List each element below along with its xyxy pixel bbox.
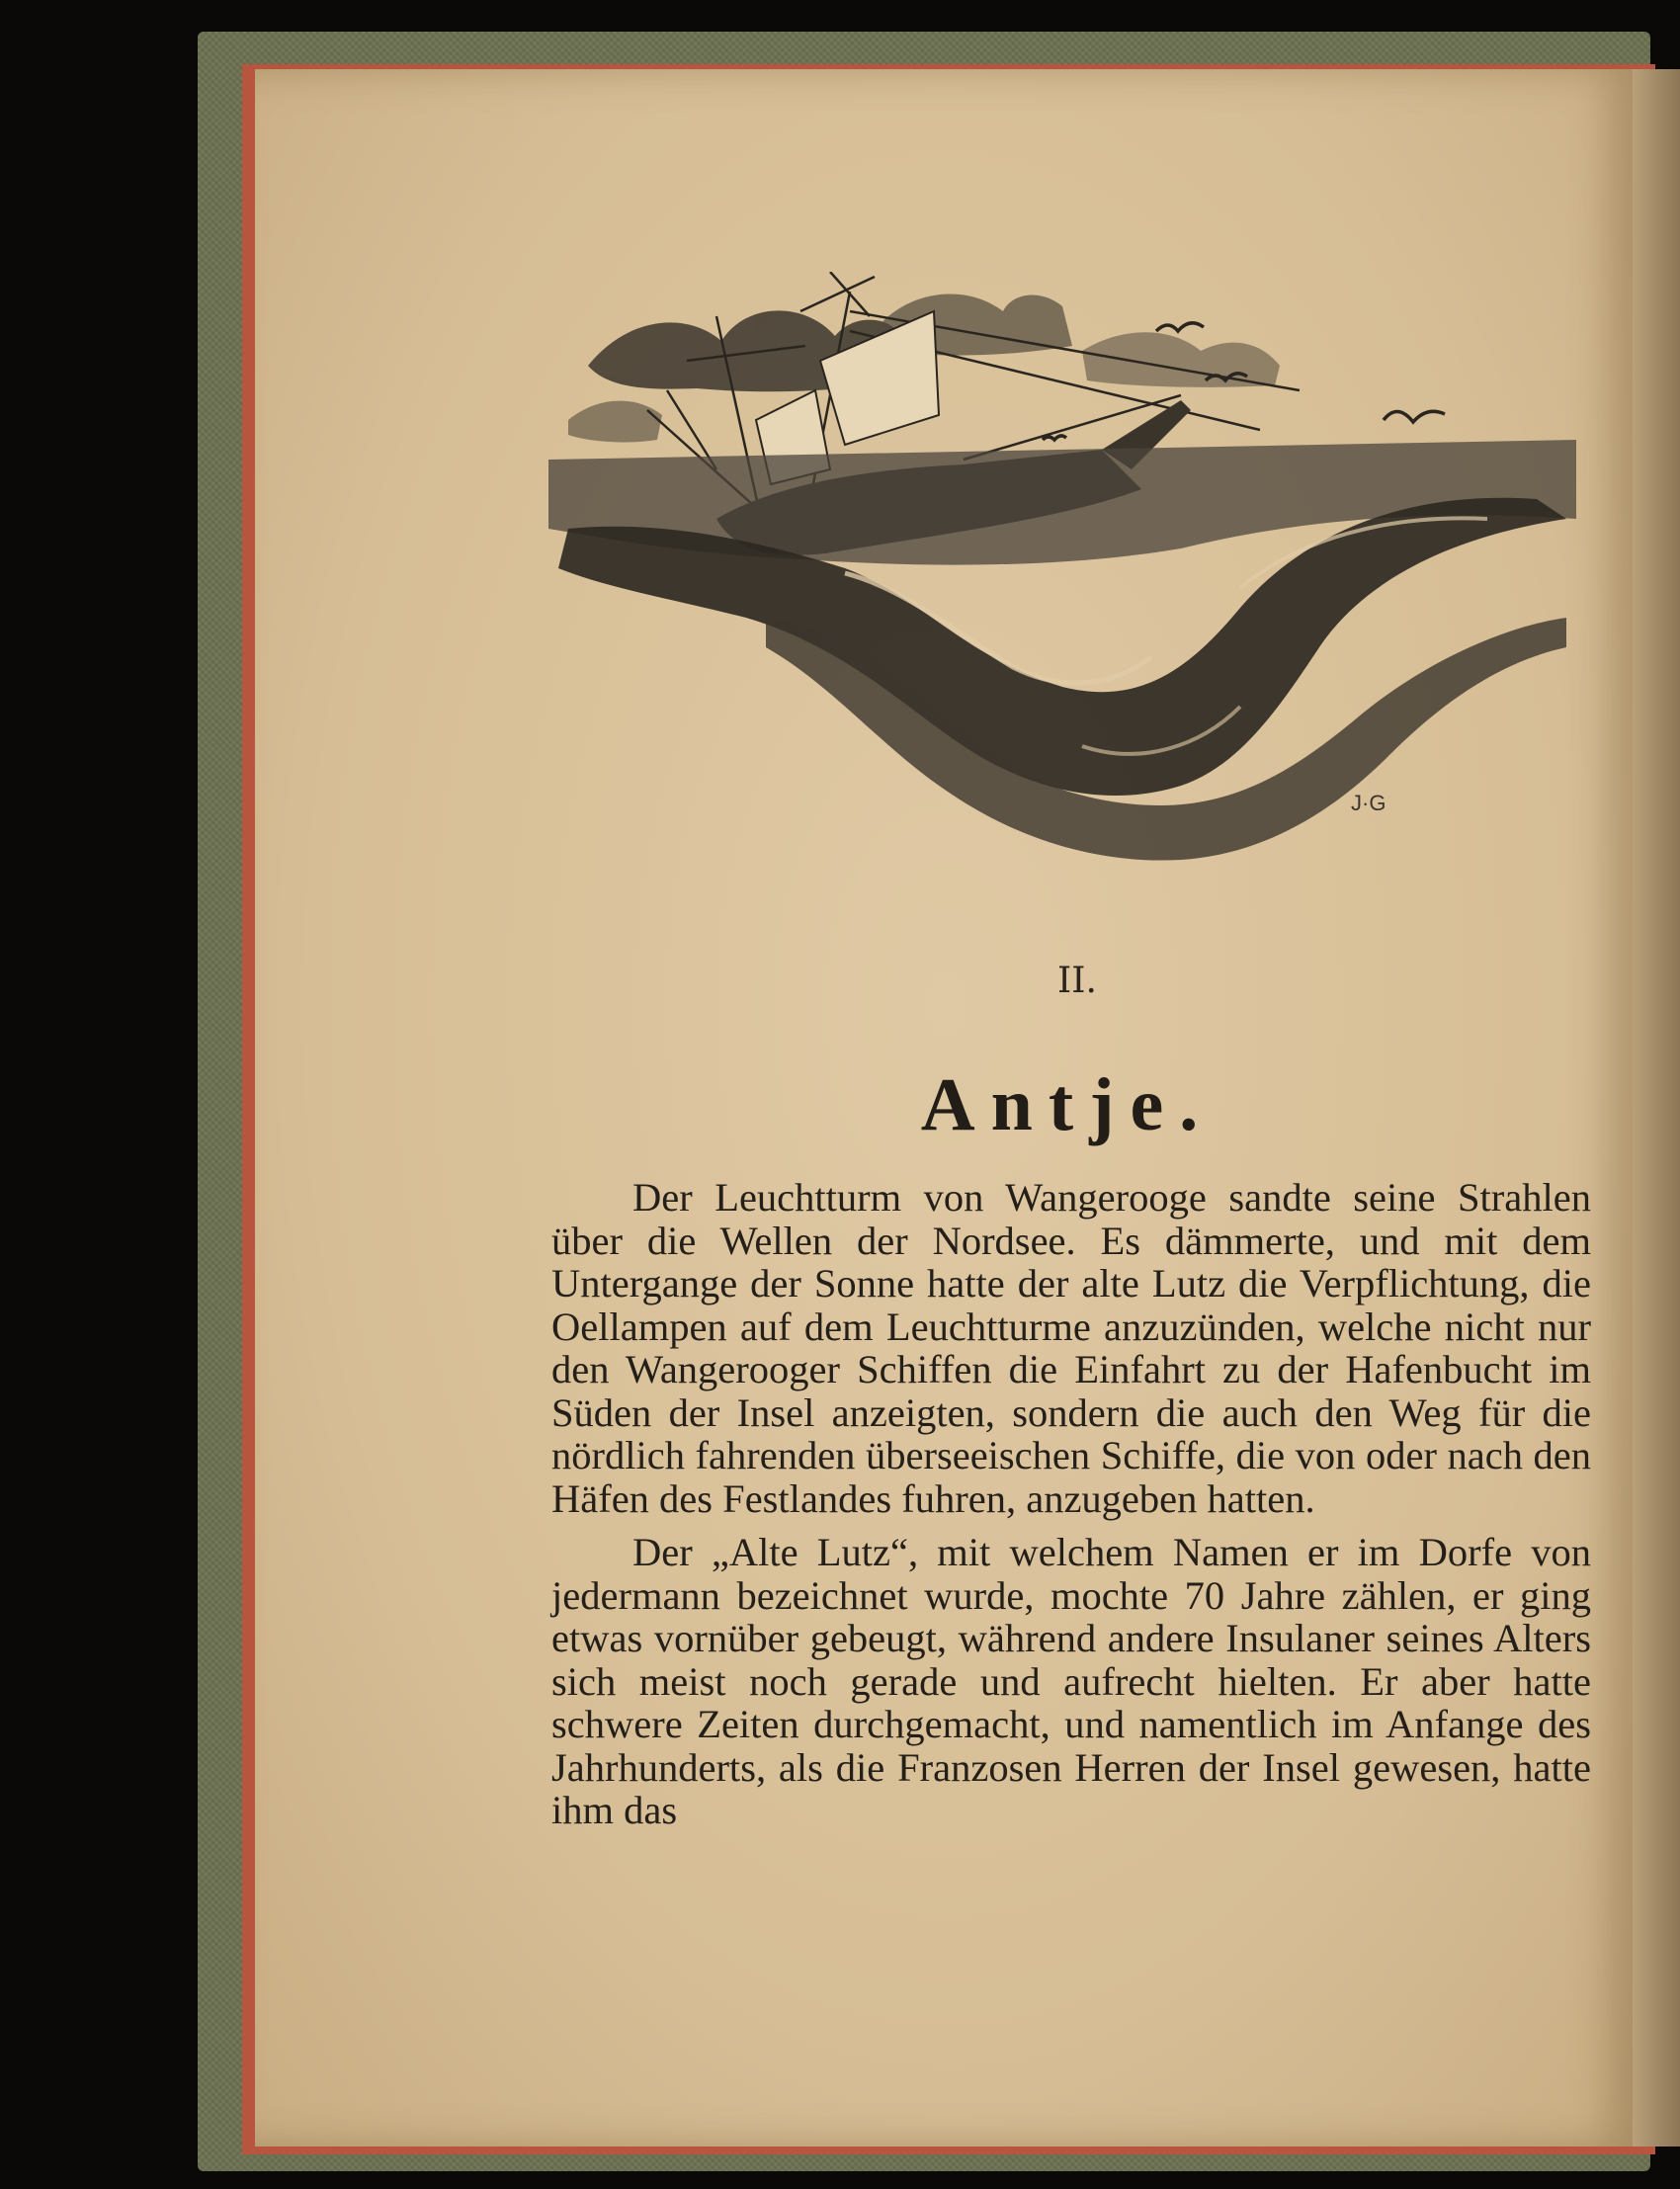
illustration-signature: J·G [1351,791,1386,815]
stormy-sea [548,440,1576,861]
shipwreck-engraving [548,272,1576,865]
shipwreck-illustration [548,272,1576,865]
chapter-title: Antje. [920,1063,1215,1146]
chapter-numeral: II. [1057,961,1097,1001]
paragraph-1: Der Leuchtturm von Wangerooge sandte seine Strahlen über die Wellen der Nordsee. Es dämmerte, und mit dem Untergange der Sonne hatte der alte Lutz die Verpflichtung, die Oellampen auf dem Leuchtturme anzuzünden, welche nicht nur den Wangerooger Schiffen die Einfahrt zu der Hafenbucht im Süden der Insel anzeigten, sondern die auch den Weg für die nördlich fahrenden überseeischen Schiffe, die von oder nach den Häfen des Festlandes fuhren, anzugeben hatten. [551,1175,1591,1521]
chapter-body [551,1176,1591,1832]
paragraph-2: Der „Alte Lutz“, mit welchem Namen er im Dorfe von jedermann bezeichnet wurde, mochte 70 Jahre zählen, er ging etwas vornüber gebeugt, während andere Insulaner seines Alters sich meist noch gerade und aufrecht hielten. Er aber hatte schwere Zeiten durchgemacht, und namentlich im Anfange des Jahrhunderts, als die Franzosen Herren der Insel gewesen, hatte ihm das [551,1530,1591,1832]
page-gutter [1633,69,1680,2147]
